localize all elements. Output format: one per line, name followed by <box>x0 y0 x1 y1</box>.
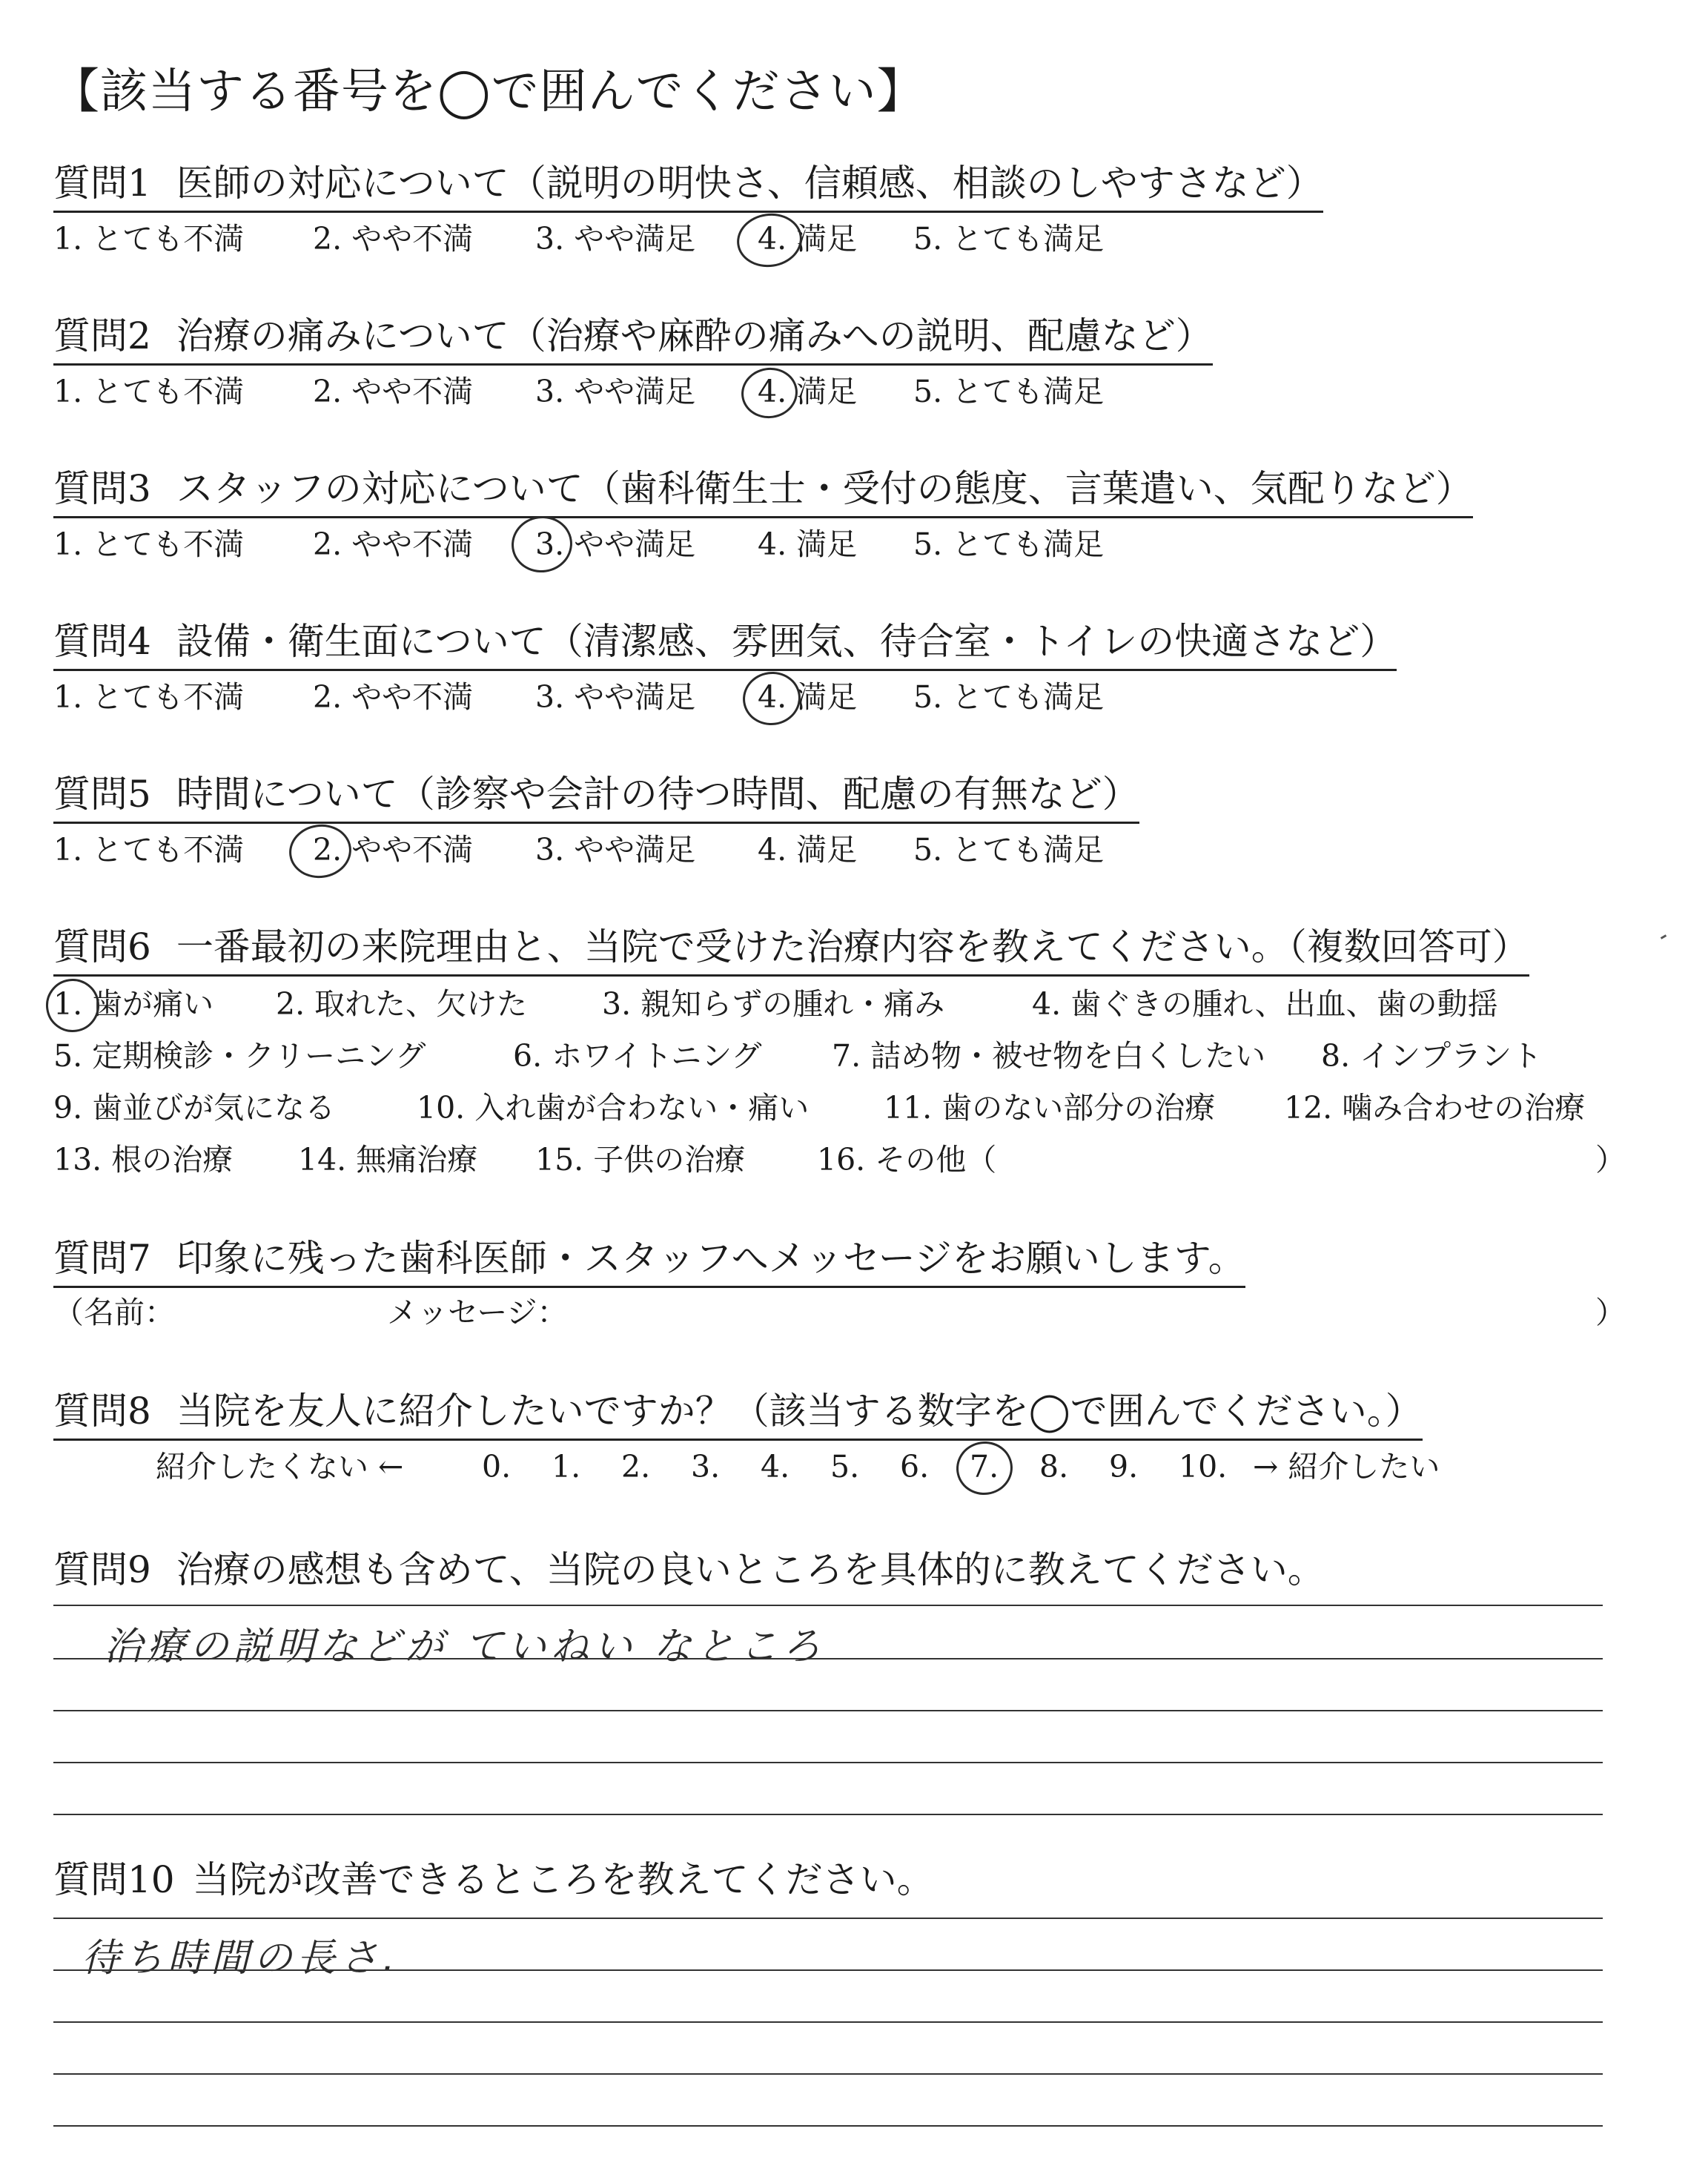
question-7-text: 印象に残った歯科医師・スタッフへメッセージをお願いします。 <box>176 1237 1245 1280</box>
q10-answer-line-2 <box>53 1969 1603 1971</box>
q6-row-2 <box>53 1035 1625 1080</box>
q9-answer-line-4 <box>53 1762 1603 1763</box>
q7-message-label: メッセージ： <box>387 1295 568 1330</box>
question-1-options <box>53 218 1239 262</box>
question-4-number: 質問4 <box>53 620 151 663</box>
q8-value-3[interactable]: 3. <box>691 1449 721 1484</box>
q5-option-2[interactable]: 2. やや不満 <box>313 832 474 868</box>
question-8-scale <box>156 1446 1490 1490</box>
q4-option-1[interactable]: 1. とても不満 <box>53 679 245 715</box>
q10-answer-line-5 <box>53 2125 1603 2127</box>
q5-option-4[interactable]: 4. 満足 <box>758 832 858 868</box>
q1-option-1[interactable]: 1. とても不満 <box>53 221 245 257</box>
q6-option-13[interactable]: 13. 根の治療 <box>53 1142 234 1178</box>
q7-close: ） <box>1595 1295 1626 1330</box>
q6-row-3 <box>53 1087 1625 1132</box>
question-8-text: 当院を友人に紹介したいですか？（該当する数字を◯で囲んでください。） <box>176 1390 1423 1433</box>
question-4-text: 設備・衛生面について（清潔感、雰囲気、待合室・トイレの快適さなど） <box>176 620 1397 663</box>
question-1-number: 質問1 <box>53 162 151 205</box>
question-5-number: 質問5 <box>53 773 151 816</box>
q6-option-14[interactable]: 14. 無痛治療 <box>298 1142 478 1178</box>
q8-left-label: 紹介したくない ← <box>156 1449 404 1484</box>
q6-option-3[interactable]: 3. 親知らずの腫れ・痛み <box>602 986 945 1022</box>
question-2-number: 質問2 <box>53 314 151 357</box>
question-3-number: 質問3 <box>53 467 151 510</box>
q6-option-5[interactable]: 5. 定期検診・クリーニング <box>53 1038 426 1074</box>
q7-name-label: （名前： <box>53 1295 175 1330</box>
q8-value-1[interactable]: 1. <box>552 1449 581 1484</box>
q6-option-12[interactable]: 12. 噛み合わせの治療 <box>1284 1090 1586 1126</box>
q3-option-2[interactable]: 2. やや不満 <box>313 526 474 562</box>
q8-value-10[interactable]: 10. <box>1179 1449 1228 1484</box>
q6-other-close: ） <box>1595 1142 1626 1178</box>
question-10-number: 質問10 <box>53 1858 175 1901</box>
q3-option-4[interactable]: 4. 満足 <box>758 526 858 562</box>
q2-option-1[interactable]: 1. とても不満 <box>53 374 245 409</box>
q10-answer-text[interactable]: 待ち時間の長さ. <box>82 1936 400 1981</box>
q6-option-16[interactable]: 16. その他（ <box>817 1142 997 1178</box>
q6-option-11[interactable]: 11. 歯のない部分の治療 <box>884 1090 1216 1126</box>
q6-option-15[interactable]: 15. 子供の治療 <box>535 1142 746 1178</box>
question-9-text: 治療の感想も含めて、当院の良いところを具体的に教えてください。 <box>176 1548 1325 1591</box>
q10-answer-line-1 <box>53 1918 1603 1919</box>
q8-value-8[interactable]: 8. <box>1039 1449 1069 1484</box>
q9-answer-line-1 <box>53 1605 1603 1606</box>
q9-answer-line-5 <box>53 1814 1603 1815</box>
q8-value-2[interactable]: 2. <box>621 1449 651 1484</box>
q5-option-1[interactable]: 1. とても不満 <box>53 832 245 868</box>
q2-option-2[interactable]: 2. やや不満 <box>313 374 474 409</box>
q8-value-0[interactable]: 0. <box>482 1449 512 1484</box>
q3-option-3[interactable]: 3. やや満足 <box>535 526 696 562</box>
q1-option-2[interactable]: 2. やや不満 <box>313 221 474 257</box>
q3-option-5[interactable]: 5. とても満足 <box>913 526 1105 562</box>
q4-option-3[interactable]: 3. やや満足 <box>535 679 696 715</box>
q5-option-3[interactable]: 3. やや満足 <box>535 832 696 868</box>
q4-option-2[interactable]: 2. やや不満 <box>313 679 474 715</box>
q1-option-5[interactable]: 5. とても満足 <box>913 221 1105 257</box>
question-5-text: 時間について（診察や会計の待つ時間、配慮の有無など） <box>176 773 1139 816</box>
q2-option-4[interactable]: 4. 満足 <box>758 374 858 409</box>
question-10-text: 当院が改善できるところを教えてください。 <box>192 1858 934 1901</box>
q8-value-7[interactable]: 7. <box>970 1449 999 1484</box>
q10-answer-line-4 <box>53 2073 1603 2075</box>
question-9-number: 質問9 <box>53 1548 151 1591</box>
question-1-text: 医師の対応について（説明の明快さ、信頼感、相談のしやすさなど） <box>176 162 1323 205</box>
q3-option-1[interactable]: 1. とても不満 <box>53 526 245 562</box>
q3-selection-circle <box>508 512 576 577</box>
question-5-heading <box>53 770 1139 824</box>
q4-option-5[interactable]: 5. とても満足 <box>913 679 1105 715</box>
question-3-heading <box>53 464 1473 518</box>
page-title: 【該当する番号を◯で囲んでください】 <box>52 65 925 119</box>
question-2-options <box>53 371 1239 415</box>
q8-value-6[interactable]: 6. <box>900 1449 930 1484</box>
q10-answer-line-3 <box>53 2021 1603 2023</box>
q6-row-1 <box>53 983 1625 1028</box>
q8-value-5[interactable]: 5. <box>830 1449 860 1484</box>
q1-option-3[interactable]: 3. やや満足 <box>535 221 696 257</box>
q6-row-4 <box>53 1139 1625 1183</box>
question-6-options <box>53 983 1625 1206</box>
q8-value-9[interactable]: 9. <box>1109 1449 1139 1484</box>
q9-answer-line-2 <box>53 1658 1603 1659</box>
question-1-heading <box>53 159 1323 213</box>
q8-selection-circle <box>953 1438 1016 1499</box>
question-2-text: 治療の痛みについて（治療や麻酔の痛みへの説明、配慮など） <box>176 314 1213 357</box>
question-6-heading <box>53 922 1529 977</box>
question-7-heading <box>53 1234 1245 1288</box>
question-7-fields <box>53 1292 1625 1336</box>
q6-option-9[interactable]: 9. 歯並びが気になる <box>53 1090 336 1126</box>
q2-option-3[interactable]: 3. やや満足 <box>535 374 696 409</box>
question-5-options <box>53 829 1239 873</box>
q6-option-10[interactable]: 10. 入れ歯が合わない・痛い <box>417 1090 810 1126</box>
q9-answer-line-3 <box>53 1710 1603 1711</box>
q6-option-7[interactable]: 7. 詰め物・被せ物を白くしたい <box>832 1038 1266 1074</box>
question-2-heading <box>53 311 1213 366</box>
question-4-options <box>53 676 1239 721</box>
question-8-number: 質問8 <box>53 1390 151 1433</box>
question-6-text: 一番最初の来院理由と、当院で受けた治療内容を教えてください。（複数回答可） <box>176 925 1529 968</box>
q6-option-4[interactable]: 4. 歯ぐきの腫れ、出血、歯の動揺 <box>1032 986 1498 1022</box>
q6-option-6[interactable]: 6. ホワイトニング <box>513 1038 762 1074</box>
question-6-number: 質問6 <box>53 925 151 968</box>
q6-option-1[interactable]: 1. 歯が痛い <box>53 986 214 1022</box>
q9-answer-text[interactable]: 治療の説明などが ていねい なところ <box>104 1625 826 1669</box>
question-3-text: スタッフの対応について（歯科衛生士・受付の態度、言葉遣い、気配りなど） <box>176 467 1473 510</box>
q4-option-4[interactable]: 4. 満足 <box>758 679 858 715</box>
stray-mark <box>1661 934 1666 939</box>
question-8-heading <box>53 1387 1423 1441</box>
q8-value-4[interactable]: 4. <box>761 1449 790 1484</box>
q1-option-4[interactable]: 4. 満足 <box>758 221 858 257</box>
question-10-heading <box>53 1855 934 1904</box>
q6-option-2[interactable]: 2. 取れた、欠けた <box>276 986 528 1022</box>
q5-option-5[interactable]: 5. とても満足 <box>913 832 1105 868</box>
question-4-heading <box>53 617 1397 671</box>
q6-option-8[interactable]: 8. インプラント <box>1321 1038 1543 1074</box>
q2-option-5[interactable]: 5. とても満足 <box>913 374 1105 409</box>
question-9-heading <box>53 1545 1325 1594</box>
question-3-options <box>53 524 1239 568</box>
question-7-number: 質問7 <box>53 1237 151 1280</box>
q8-right-label: → 紹介したい <box>1253 1449 1440 1484</box>
